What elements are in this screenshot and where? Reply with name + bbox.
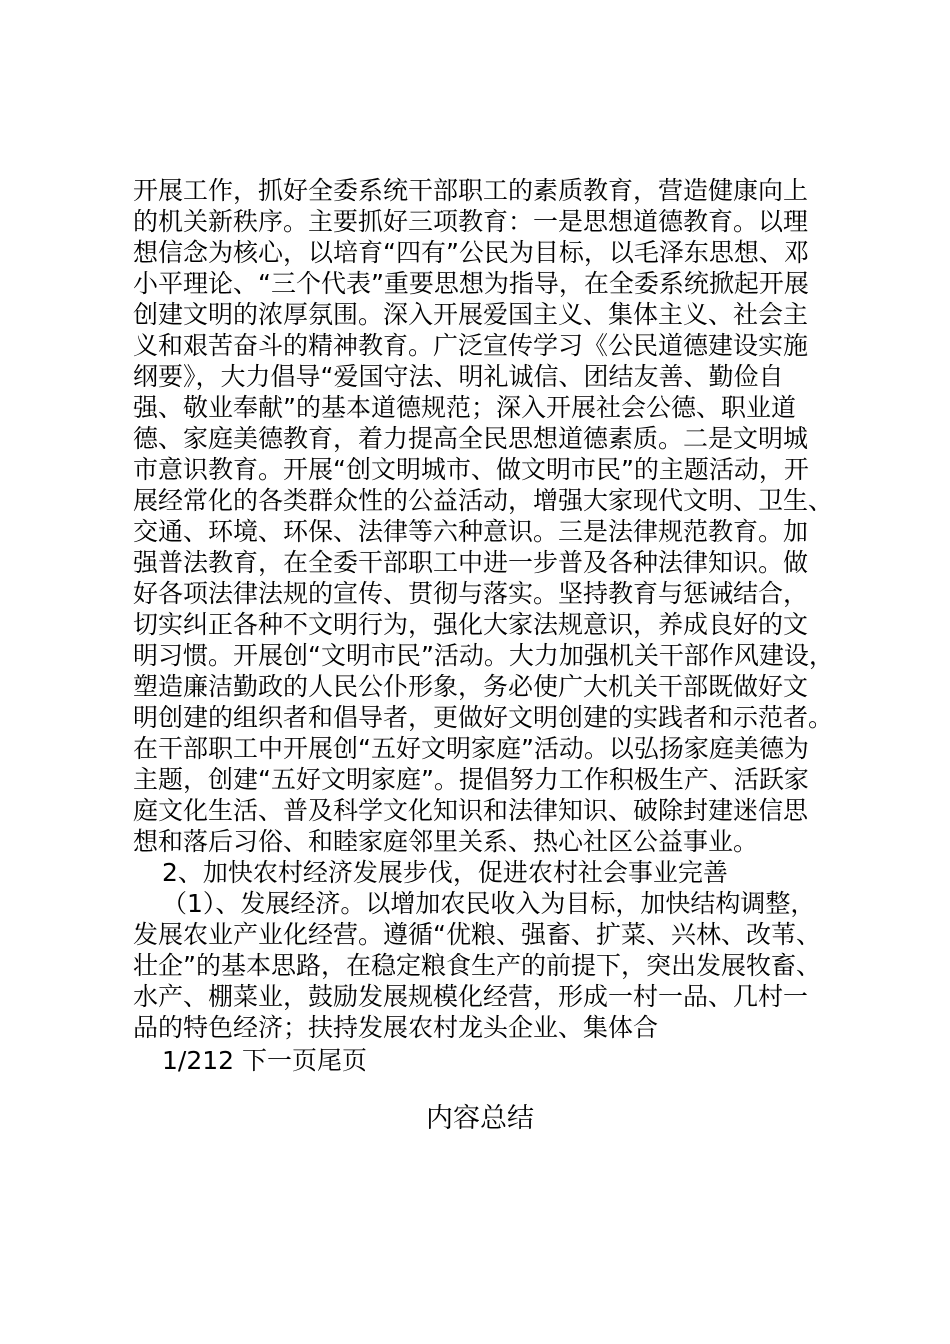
text-line: （1）、发展经济。以增加农民收入为目标，加快结构调整，	[162, 889, 816, 918]
text-line: 塑造廉洁勤政的人民公仆形象，务必使广大机关干部既做好文	[133, 672, 809, 701]
text-line: 强普法教育，在全委干部职工中进一步普及各种法律知识。做	[133, 548, 809, 577]
text-line: 庭文化生活、普及科学文化知识和法律知识、破除封建迷信思	[133, 796, 809, 825]
section-heading: 2、加快农村经济发展步伐，促进农村社会事业完善	[162, 858, 728, 887]
text-line: 好各项法律法规的宣传、贯彻与落实。坚持教育与惩诫结合，	[133, 579, 809, 608]
text-line: 开展工作，抓好全委系统干部职工的素质教育，营造健康向上	[133, 176, 809, 205]
text-line: 小平理论、“三个代表”重要思想为指导，在全委系统掀起开展	[133, 269, 809, 298]
text-line: 市意识教育。开展“创文明城市、做文明市民”的主题活动，开	[133, 455, 809, 484]
text-line: 明创建的组织者和倡导者，更做好文明创建的实践者和示范者。	[133, 703, 834, 732]
text-line: 创建文明的浓厚氛围。深入开展爱国主义、集体主义、社会主	[133, 300, 809, 329]
text-line: 明习惯。开展创“文明市民”活动。大力加强机关干部作风建设，	[133, 641, 834, 670]
text-line: 想和落后习俗、和睦家庭邻里关系、热心社区公益事业。	[133, 827, 759, 856]
pagination-nav[interactable]: 1/212 下一页尾页	[162, 1046, 367, 1075]
text-line: 纲要》，大力倡导“爱国守法、明礼诚信、团结友善、勤俭自	[133, 362, 784, 391]
text-line: 德、家庭美德教育，着力提高全民思想道德素质。二是文明城	[133, 424, 809, 453]
summary-title: 内容总结	[426, 1103, 534, 1134]
text-line: 水产、棚菜业，鼓励发展规模化经营，形成一村一品、几村一	[133, 982, 809, 1011]
text-line: 想信念为核心，以培育“四有”公民为目标，以毛泽东思想、邓	[133, 238, 809, 267]
text-line: 的机关新秩序。主要抓好三项教育：一是思想道德教育。以理	[133, 207, 809, 236]
text-line: 交通、环境、环保、法律等六种意识。三是法律规范教育。加	[133, 517, 809, 546]
text-line: 主题，创建“五好文明家庭”。提倡努力工作积极生产、活跃家	[133, 765, 809, 794]
text-line: 切实纠正各种不文明行为，强化大家法规意识，养成良好的文	[133, 610, 809, 639]
text-line: 展经常化的各类群众性的公益活动，增强大家现代文明、卫生、	[133, 486, 834, 515]
text-line: 义和艰苦奋斗的精神教育。广泛宣传学习《公民道德建设实施	[133, 331, 809, 360]
text-line: 强、敬业奉献”的基本道德规范；深入开展社会公德、职业道	[133, 393, 796, 422]
text-line: 壮企”的基本思路，在稳定粮食生产的前提下，突出发展牧畜、	[133, 951, 821, 980]
text-line: 品的特色经济；扶持发展农村龙头企业、集体合	[133, 1013, 659, 1042]
text-line: 在干部职工中开展创“五好文明家庭”活动。以弘扬家庭美德为	[133, 734, 809, 763]
text-line: 发展农业产业化经营。遵循“优粮、强畜、扩菜、兴林、改苇、	[133, 920, 821, 949]
